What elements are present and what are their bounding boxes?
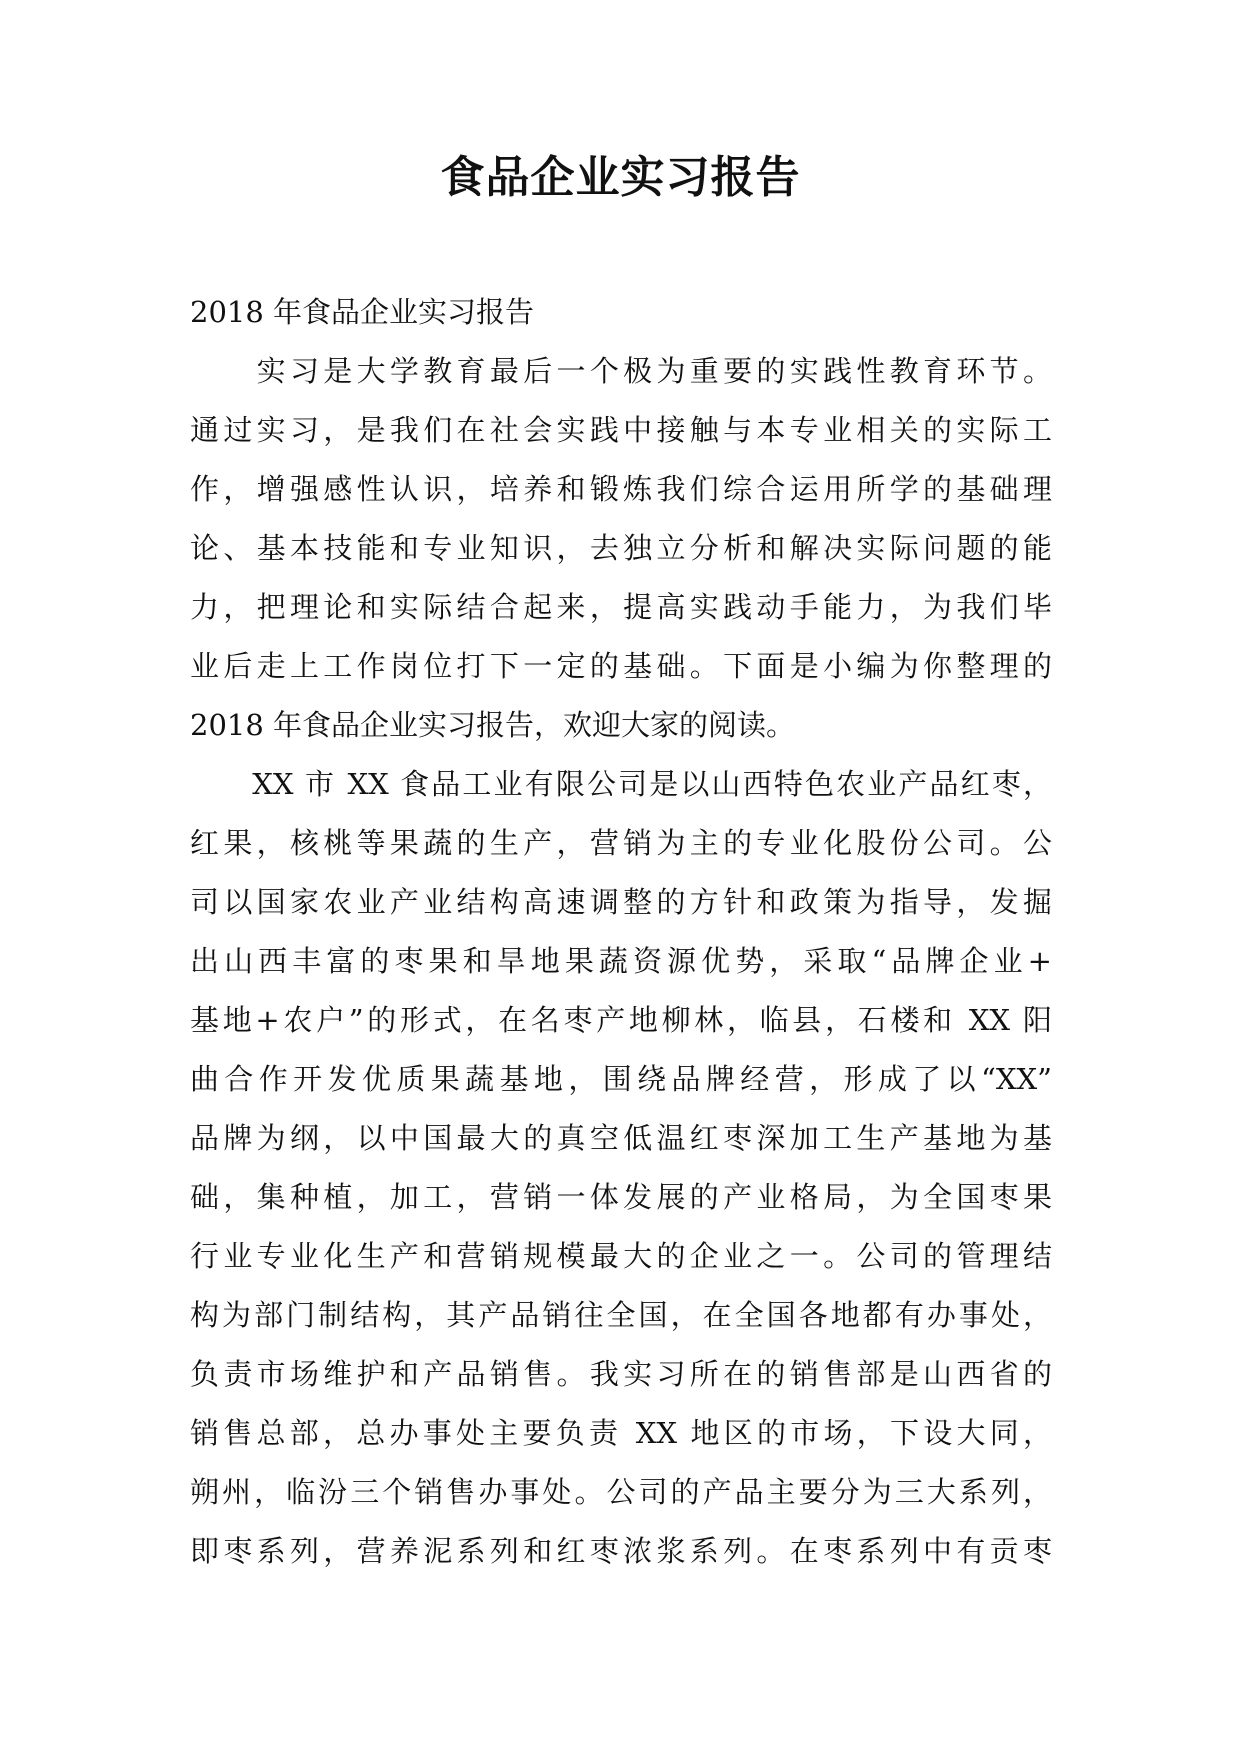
paragraph-line: 通过实习，是我们在社会实践中接触与本专业相关的实际工 [190, 413, 1052, 447]
paragraph-line: 业后走上工作岗位打下一定的基础。下面是小编为你整理的 [190, 649, 1052, 683]
paragraph-line: 实习是大学教育最后一个极为重要的实践性教育环节。 [190, 354, 1052, 388]
document-body [190, 283, 1052, 1581]
paragraph-line: 出山西丰富的枣果和旱地果蔬资源优势，采取“品牌企业+ [190, 944, 1052, 978]
document-title: 食品企业实习报告 [440, 152, 801, 203]
paragraph-line: 负责市场维护和产品销售。我实习所在的销售部是山西省的 [190, 1357, 1052, 1391]
paragraph-line: 曲合作开发优质果蔬基地，围绕品牌经营，形成了以“XX” [190, 1062, 1052, 1096]
paragraph-line: 2018 年食品企业实习报告，欢迎大家的阅读。 [190, 708, 796, 742]
paragraph-line: 销售总部，总办事处主要负责 XX 地区的市场，下设大同， [190, 1416, 1052, 1450]
paragraph-line: 行业专业化生产和营销规模最大的企业之一。公司的管理结 [190, 1239, 1052, 1273]
subtitle-line: 2018 年食品企业实习报告 [190, 295, 535, 329]
paragraph-line: 司以国家农业产业结构高速调整的方针和政策为指导，发掘 [190, 885, 1052, 919]
paragraph-line: 作，增强感性认识，培养和锻炼我们综合运用所学的基础理 [190, 472, 1052, 506]
paragraph-line: 构为部门制结构，其产品销往全国，在全国各地都有办事处， [190, 1298, 1052, 1332]
paragraph-line: XX 市 XX 食品工业有限公司是以山西特色农业产品红枣， [190, 767, 1052, 801]
paragraph-line: 红果，核桃等果蔬的生产，营销为主的专业化股份公司。公 [190, 826, 1052, 860]
paragraph-line: 基地+农户”的形式，在名枣产地柳林，临县，石楼和 XX 阳 [190, 1003, 1052, 1037]
paragraph-line: 础，集种植，加工，营销一体发展的产业格局，为全国枣果 [190, 1180, 1052, 1214]
paragraph-line: 即枣系列，营养泥系列和红枣浓浆系列。在枣系列中有贡枣 [190, 1534, 1052, 1568]
paragraph-line: 论、基本技能和专业知识，去独立分析和解决实际问题的能 [190, 531, 1052, 565]
paragraph-line: 力，把理论和实际结合起来，提高实践动手能力，为我们毕 [190, 590, 1052, 624]
paragraph-line: 朔州，临汾三个销售办事处。公司的产品主要分为三大系列， [190, 1475, 1052, 1509]
paragraph-line: 品牌为纲，以中国最大的真空低温红枣深加工生产基地为基 [190, 1121, 1052, 1155]
